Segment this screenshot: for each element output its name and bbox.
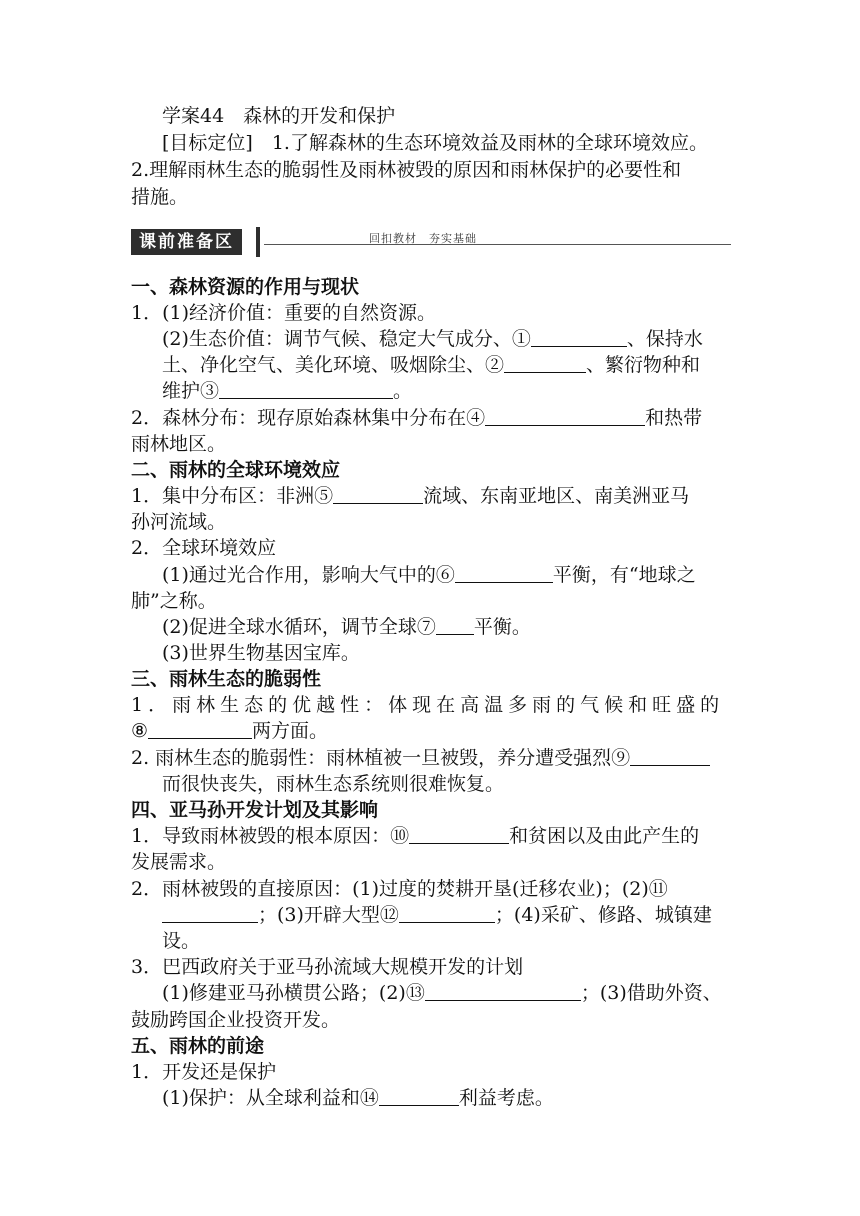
s4-line-5: 设。 <box>162 930 201 952</box>
s4-line-4-tail: ；(4)采矿、修路、城镇建 <box>494 904 712 926</box>
s3-line-2-tail: 两方面。 <box>252 720 329 742</box>
section-3-title: 三、雨林生态的脆弱性 <box>131 668 322 690</box>
s1-line-6: 雨林地区。 <box>131 433 227 455</box>
banner-rule <box>264 244 731 245</box>
s2-line-5: 肺”之称。 <box>131 590 217 612</box>
blank-4[interactable] <box>485 406 645 426</box>
section-1-title: 一、森林资源的作用与现状 <box>131 276 360 298</box>
s3-line-3-text: 2. 雨林生态的脆弱性：雨林植被一旦被毁，养分遭受强烈⑨ <box>131 747 631 769</box>
section-2-title: 二、雨林的全球环境效应 <box>131 459 341 481</box>
s4-line-4-text: ；(3)开辟大型⑫ <box>258 904 399 926</box>
s1-line-3 <box>162 353 700 377</box>
section-5-title: 五、雨林的前途 <box>131 1035 265 1057</box>
section-banner <box>131 227 731 257</box>
section-4-title: 四、亚马孙开发计划及其影响 <box>131 799 379 821</box>
goal-line-1: [目标定位] 1.了解森林的生态环境效益及雨林的全球环境效应。 <box>162 132 708 154</box>
s4-line-1-tail: 和贫困以及由此产生的 <box>509 825 700 847</box>
s1-line-4 <box>162 379 412 403</box>
s4-line-8: 鼓励跨国企业投资开发。 <box>131 1009 341 1031</box>
lesson-title: 学案44 森林的开发和保护 <box>162 105 396 127</box>
s4-line-7-text: (1)修建亚马孙横贯公路；(2)⑬ <box>162 982 425 1004</box>
blank-1[interactable] <box>531 327 627 347</box>
blank-6[interactable] <box>455 563 553 583</box>
s2-line-4 <box>162 563 696 587</box>
s2-line-1 <box>131 484 689 508</box>
s5-line-2-text: (1)保护：从全球利益和⑭ <box>162 1087 379 1109</box>
s1-line-2 <box>162 327 703 351</box>
s3-line-2 <box>131 719 328 743</box>
s1-line-1: 1．(1)经济价值：重要的自然资源。 <box>131 302 437 324</box>
s4-line-6: 3．巴西政府关于亚马孙流域大规模开发的计划 <box>131 956 524 978</box>
s1-line-2-tail: 、保持水 <box>626 328 703 350</box>
s3-line-1: 1．雨林生态的优越性：体现在高温多雨的气候和旺盛的 <box>131 694 725 716</box>
s5-line-1: 1．开发还是保护 <box>131 1061 277 1083</box>
s3-line-4: 而很快丧失，雨林生态系统则很难恢复。 <box>162 773 505 795</box>
s4-line-4 <box>162 903 712 927</box>
blank-3[interactable] <box>219 379 393 399</box>
s2-line-3: 2．全球环境效应 <box>131 537 277 559</box>
s1-line-4-tail: 。 <box>393 380 413 402</box>
banner-subtitle: 回扣教材 夯实基础 <box>369 232 477 245</box>
s4-line-7-tail: ；(3)借助外资、 <box>580 982 722 1004</box>
blank-11[interactable] <box>162 903 258 923</box>
s2-line-4-tail: 平衡，有“地球之 <box>552 564 696 586</box>
goal-line-2: 2.理解雨林生态的脆弱性及雨林被毁的原因和雨林保护的必要性和 <box>131 159 682 181</box>
s5-line-2 <box>162 1086 554 1110</box>
blank-8[interactable] <box>148 719 252 739</box>
s1-line-4-text: 维护③ <box>162 380 220 402</box>
blank-7[interactable] <box>436 615 474 635</box>
s2-line-1-tail: 流域、东南亚地区、南美洲亚马 <box>423 485 690 507</box>
blank-12[interactable] <box>399 903 495 923</box>
blank-10[interactable] <box>409 824 509 844</box>
s1-line-5-text: 2．森林分布：现存原始森林集中分布在④ <box>131 407 486 429</box>
blank-2[interactable] <box>504 353 586 373</box>
s2-line-1-text: 1．集中分布区：非洲⑤ <box>131 485 334 507</box>
s5-line-2-tail: 利益考虑。 <box>458 1087 554 1109</box>
blank-9[interactable] <box>630 746 710 766</box>
s4-line-1-text: 1．导致雨林被毁的根本原因：⑩ <box>131 825 410 847</box>
s1-line-5-tail: 和热带 <box>645 407 703 429</box>
s3-line-3 <box>131 746 710 770</box>
s2-line-6-text: (2)促进全球水循环，调节全球⑦ <box>162 616 436 638</box>
banner-label: 课前准备区 <box>131 229 242 255</box>
s2-line-4-text: (1)通过光合作用，影响大气中的⑥ <box>162 564 455 586</box>
s4-line-2: 发展需求。 <box>131 851 227 873</box>
s2-line-6 <box>162 615 531 639</box>
s2-line-7: (3)世界生物基因宝库。 <box>162 642 360 664</box>
s4-line-7 <box>162 981 722 1005</box>
s2-line-6-tail: 平衡。 <box>473 616 531 638</box>
s2-line-2: 孙河流域。 <box>131 511 227 533</box>
blank-14[interactable] <box>379 1086 459 1106</box>
banner-bar <box>256 227 260 257</box>
s1-line-5 <box>131 406 702 430</box>
s3-line-2-text: ⑧ <box>131 720 149 742</box>
blank-5[interactable] <box>333 484 423 504</box>
s1-line-3-tail: 、繁衍物种和 <box>586 354 701 376</box>
s1-line-2-text: (2)生态价值：调节气候、稳定大气成分、① <box>162 328 531 350</box>
s4-line-3: 2．雨林被毁的直接原因：(1)过度的焚耕开垦(迁移农业)；(2)⑪ <box>131 878 668 900</box>
s1-line-3-text: 土、净化空气、美化环境、吸烟除尘、② <box>162 354 505 376</box>
blank-13[interactable] <box>425 981 581 1001</box>
goal-line-3: 措施。 <box>131 186 189 208</box>
s4-line-1 <box>131 824 699 848</box>
